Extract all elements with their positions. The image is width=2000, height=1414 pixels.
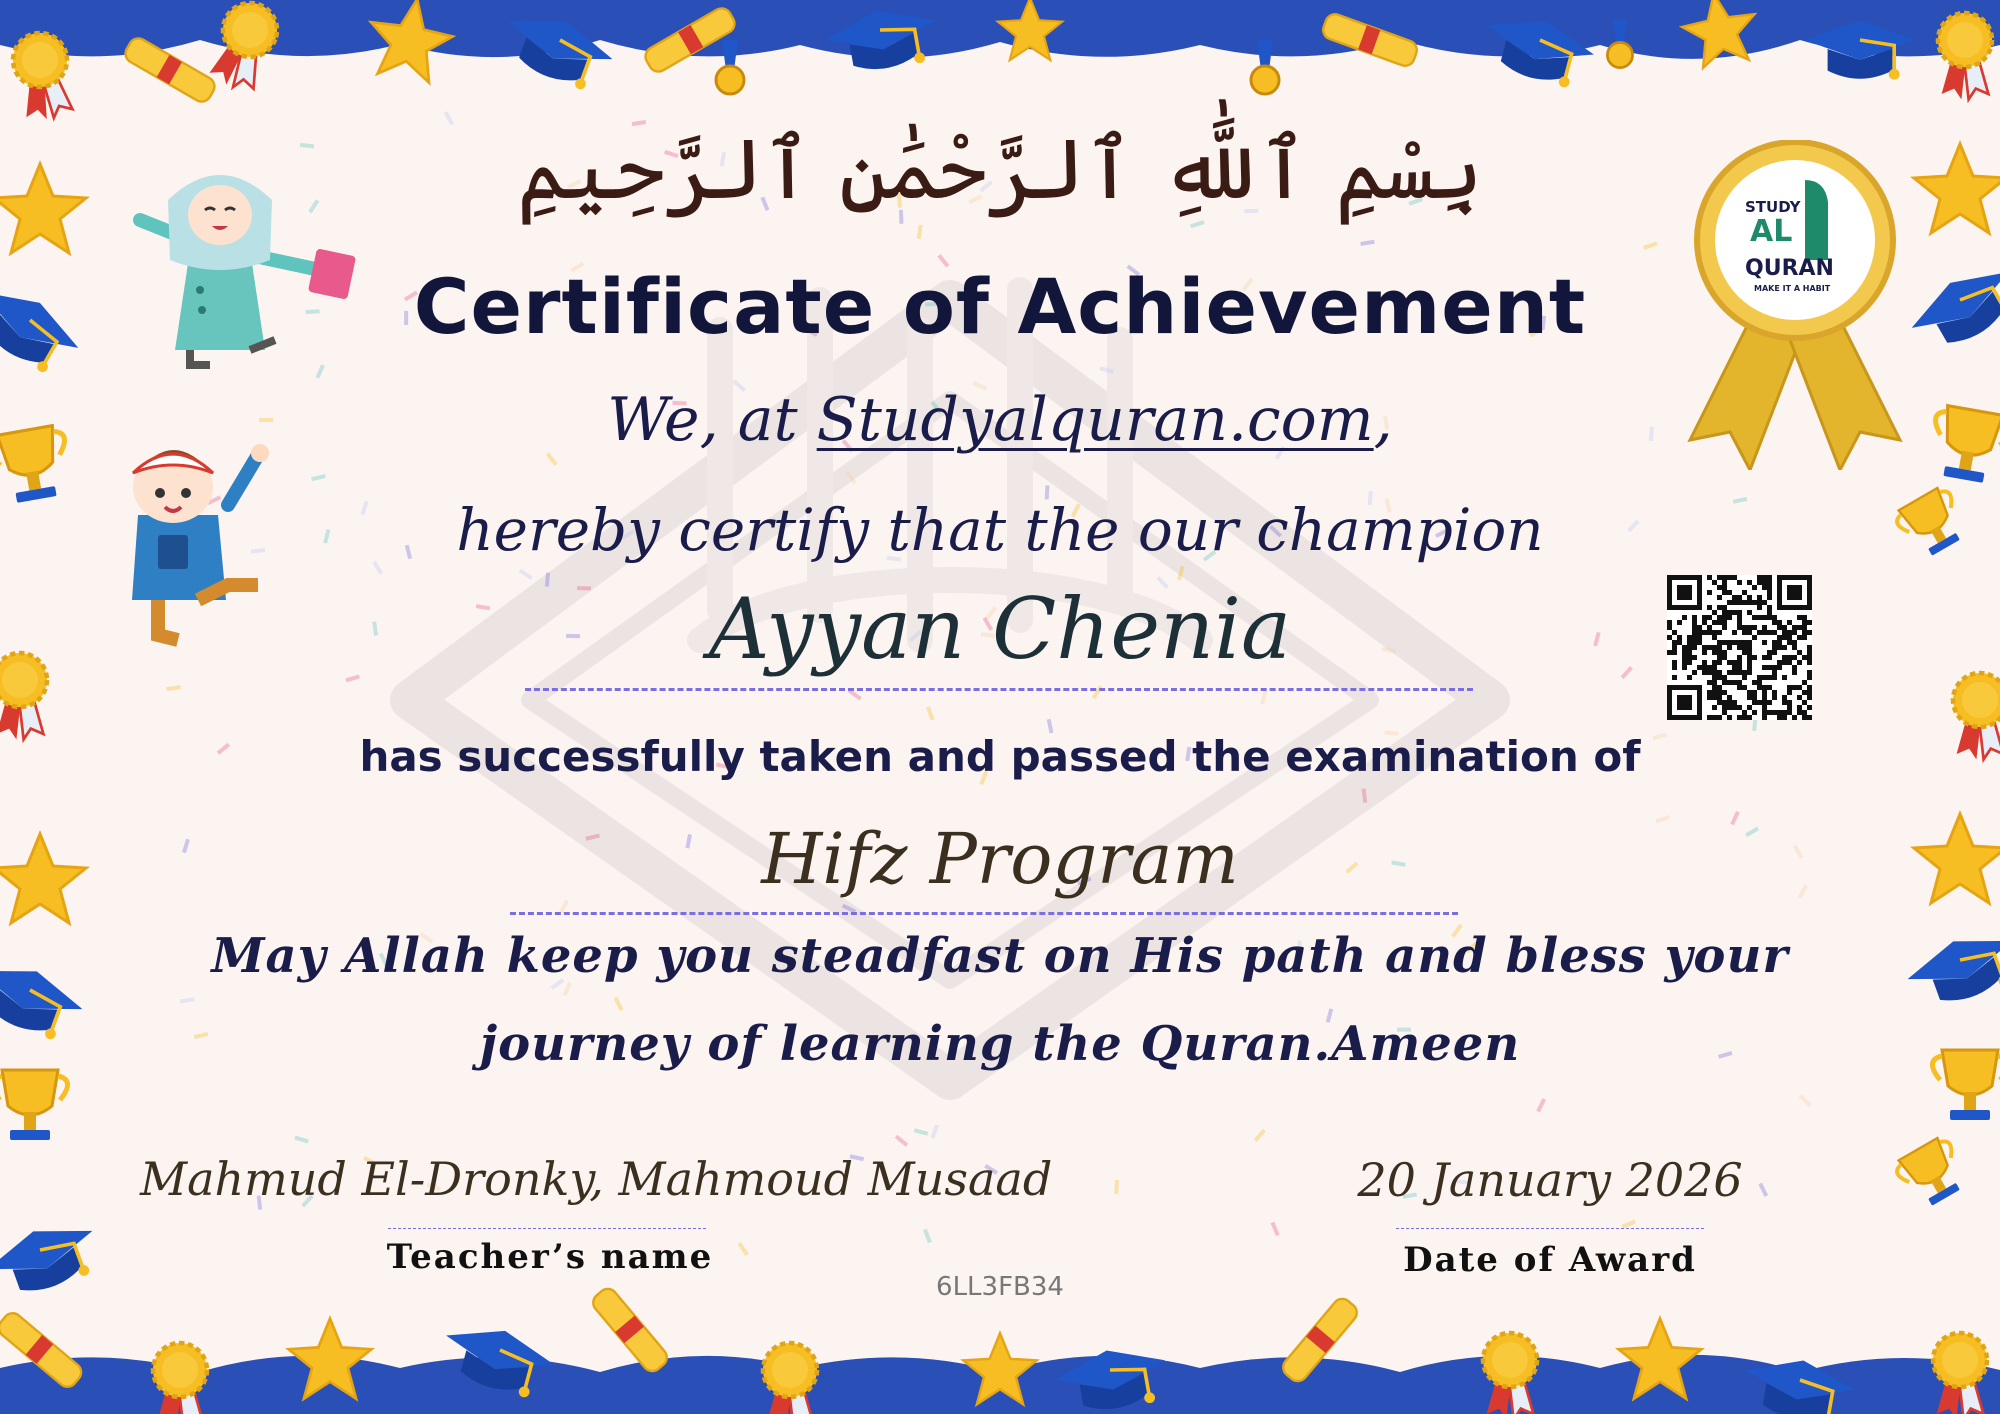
- seal-text-al: AL: [1750, 214, 1793, 249]
- seal-ribbon-icon: [1680, 140, 1910, 470]
- trophy-icon: [1892, 1134, 1972, 1213]
- trophy-icon: [0, 1070, 68, 1140]
- seal-text-quran: QURAN: [1745, 256, 1834, 281]
- date-signature-line: [1396, 1228, 1704, 1229]
- program-name: Hifz Program: [761, 818, 1239, 900]
- certificate-code: 6LL3FB34: [936, 1272, 1064, 1302]
- award-date: 20 January 2026: [1357, 1153, 1743, 1207]
- seal-text-study: STUDY: [1745, 198, 1801, 216]
- date-label: Date of Award: [1403, 1240, 1697, 1280]
- certificate-title: Certificate of Achievement: [413, 262, 1587, 351]
- blessing-line-2: journey of learning the Quran.Ameen: [479, 1016, 1521, 1072]
- certify-line: hereby certify that the our champion: [456, 496, 1544, 564]
- issuer-suffix: ,: [1373, 385, 1393, 455]
- qr-code-icon[interactable]: [1667, 575, 1812, 720]
- teacher-label: Teacher’s name: [386, 1237, 714, 1277]
- basmala-calligraphy: بِسْمِ ٱللَّٰهِ ٱلرَّحْمَٰنِ ٱلرَّحِيمِ: [516, 120, 1484, 218]
- website-link[interactable]: Studyalquran.com: [816, 385, 1374, 455]
- study-al-quran-seal: [1680, 140, 1910, 470]
- blessing-line-1: May Allah keep you steadfast on His path and bless your: [211, 928, 1789, 984]
- seal-tagline: MAKE IT A HABIT: [1754, 284, 1831, 293]
- recipient-underline: [525, 688, 1473, 691]
- recipient-name: Ayyan Chenia: [708, 580, 1292, 678]
- teacher-signature-line: [388, 1228, 706, 1229]
- rosette-icon: [1938, 13, 1992, 99]
- program-underline: [510, 912, 1458, 915]
- passed-line: has successfully taken and passed the examination of: [359, 732, 1641, 781]
- teacher-names: Mahmud El-Dronky, Mahmoud Musaad: [140, 1152, 1053, 1206]
- issuer-prefix: We, at: [607, 385, 817, 455]
